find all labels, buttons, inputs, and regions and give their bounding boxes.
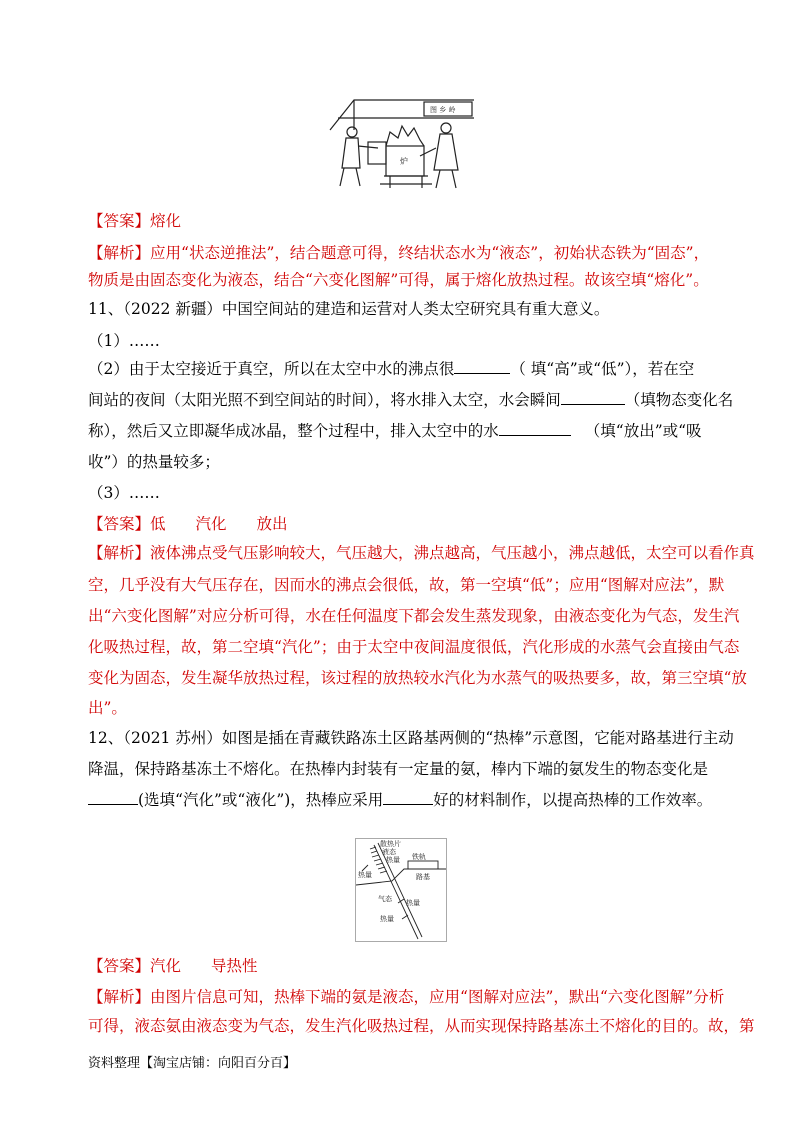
answer-2: 【答案】低 汽化 放出 [88, 515, 288, 533]
answer-text: 熔化 [150, 212, 182, 230]
analysis-1-line-1: 【解析】应用“状态逆推法”，结合题意可得，终结状态水为“液态”，初始状态铁为“固态”， [88, 244, 710, 262]
question-11-part-2-line-3: 称），然后又立即凝华成冰晶，整个过程中，排入太空中的水 （填“放出”或“吸 [88, 422, 702, 440]
label-gas: 气态 [378, 895, 392, 903]
answer-blank[interactable] [383, 790, 433, 805]
label-liquid: 液态 [382, 848, 396, 856]
answer-blank[interactable] [88, 790, 138, 805]
answer-blank[interactable] [454, 359, 510, 374]
smelting-illustration [328, 90, 476, 194]
question-11-part-1: （1）…… [88, 332, 160, 350]
analysis-2-line-1: 【解析】液体沸点受气压影响较大，气压越大，沸点越高，气压越小，沸点越低，太空可以看作真 [88, 544, 755, 562]
analysis-2-line-2: 空，几乎没有大气压存在，因而水的沸点会很低，故，第一空填“低”；应用“图解对应法”，默 [88, 576, 725, 594]
analysis-2-line-6: 出”。 [88, 699, 127, 717]
fig1-caption: 图 乡 岭 [430, 106, 456, 114]
answer-label: 【答案】 [88, 515, 151, 533]
question-11-stem: 11、（2022 新疆）中国空间站的建造和运营对人类太空研究具有重大意义。 [88, 300, 610, 318]
analysis-label: 【解析】 [88, 544, 151, 562]
label-roadbed: 路基 [416, 873, 430, 881]
footer-source: 资料整理【淘宝店铺：向阳百分百】 [88, 1056, 297, 1071]
analysis-label: 【解析】 [88, 244, 151, 262]
answer-label: 【答案】 [88, 212, 151, 230]
label-heat-low: 热量 [380, 915, 394, 923]
analysis-1-line-2: 物质是由固态变化为液态，结合“六变化图解”可得，属于熔化放热过程。故该空填“熔化”。 [88, 271, 709, 289]
label-heat-top: 热量 [386, 856, 400, 864]
question-11-part-2-line-2: 间站的夜间（太阳光照不到空间站的时间），将水排入太空，水会瞬间 （填物态变化名 [88, 391, 734, 409]
analysis-3-line-1: 【解析】由图片信息可知，热棒下端的氨是液态，应用“图解对应法”，默出“六变化图解”分析 [88, 988, 725, 1006]
analysis-label: 【解析】 [88, 988, 151, 1006]
label-heat-mid: 热量 [406, 899, 420, 907]
fig1-furnace-text: 炉 [400, 157, 408, 166]
answer-blank[interactable] [561, 390, 625, 405]
label-rail: 铁轨 [412, 853, 426, 861]
question-12-line-1: 12、（2021 苏州）如图是插在青藏铁路冻土区路基两侧的“热棒”示意图，它能对路基进行主动 [88, 729, 734, 747]
answer-label: 【答案】 [88, 957, 151, 975]
answer-1 [88, 211, 181, 231]
analysis-2-line-4: 化吸热过程，故，第二空填“汽化”；由于太空中夜间温度很低，汽化形成的水蒸气会直接由气态 [88, 638, 740, 656]
label-heat-sink: 散热片 [380, 840, 401, 848]
question-12-line-2: 降温，保持路基冻土不熔化。在热棒内封装有一定量的氨，棒内下端的氨发生的物态变化是 [88, 760, 709, 778]
answer-3: 【答案】汽化 导热性 [88, 957, 258, 975]
question-11-part-2-line-1: （2）由于太空接近于真空，所以在太空中水的沸点很 （ 填“高”或“低”），若在空 [88, 360, 695, 378]
answer-blank[interactable] [499, 421, 571, 436]
question-11-part-3: （3）…… [88, 484, 160, 502]
analysis-2-line-5: 变化为固态，发生凝华放热过程，该过程的放热较水汽化为水蒸气的吸热要多，故，第三空填“放 [88, 669, 747, 687]
heat-rod-diagram [355, 838, 447, 942]
analysis-3-line-2: 可得，液态氨由液态变为气态，发生汽化吸热过程，从而实现保持路基冻土不熔化的目的。故，第 [88, 1017, 755, 1035]
label-heat-left: 热量 [358, 871, 372, 879]
analysis-2-line-3: 出“六变化图解”对应分析可得，水在任何温度下都会发生蒸发现象，由液态变化为气态，发生汽 [88, 607, 740, 625]
question-11-part-2-line-4: 收”）的热量较多； [88, 453, 220, 471]
question-12-line-3: (选填“汽化”或“液化”)，热棒应采用 好的材料制作，以提高热棒的工作效率。 [88, 790, 712, 810]
